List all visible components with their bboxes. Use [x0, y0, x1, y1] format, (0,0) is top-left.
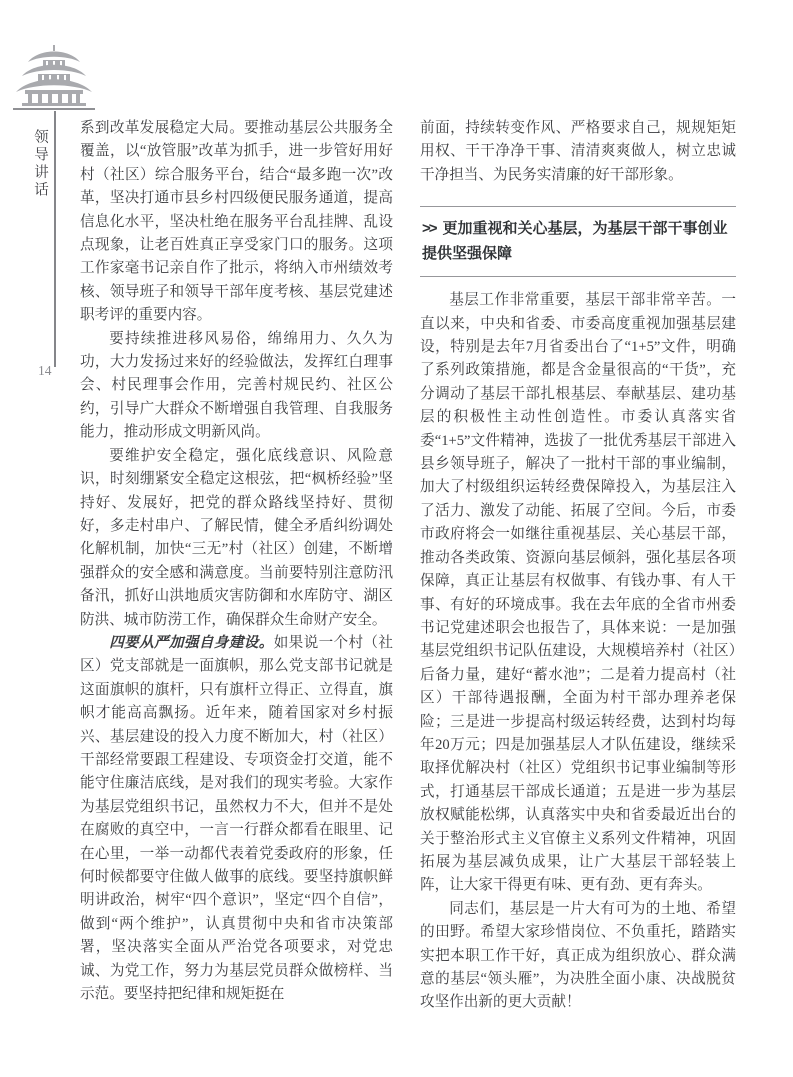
paragraph	[80, 632, 393, 1007]
paragraph-text: 前面，持续转变作风、严格要求自己，规规矩矩用权、干干净净干事、清清爽爽做人，树立忠诚干净担当、为民务实清廉的好干部形象。	[420, 120, 736, 183]
page-number: 14	[38, 363, 52, 378]
paragraph-text: 要持续推进移风易俗，绵绵用力、久久为功，大力发扬过来好的经验做法，发挥红白理事会、村民理事会作用，完善村规民约、社区公约，引导广大群众不断增强自我管理、自我服务能力，推动形成文明新风尚。	[80, 330, 393, 441]
text-column-right	[420, 117, 736, 1015]
section-label: 领导讲话	[32, 129, 48, 199]
paragraph-text: 如果说一个村（社区）党支部就是一面旗帜，那么党支部书记就是这面旗帜的旗杆，只有旗杆立得正、立得直，旗帜才能高高飘扬。近年来，随着国家对乡村振兴、基层建设的投入力度不断加大，村（社区）干部经常要跟工程建设、专项资金打交道，能不能守住廉洁底线，是对我们的现实考验。大家作为基层党组织书记，虽然权力不大，但并不是处在腐败的真空中，一言一行群众都看在眼里、记在心里，一举一动都代表着党委政府的形象，任何时候都要守住做人做事的底线。要坚持旗帜鲜明讲政治，树牢“四个意识”，坚定“四个自信”，做到“两个维护”，认真贯彻中央和省市决策部署，坚决落实全面从严治党各项要求，对党忠诚、为党工作，努力为基层党员群众做榜样、当示范。要坚持把纪律和规矩挺在	[80, 634, 393, 1003]
section-heading	[420, 206, 736, 277]
paragraph	[420, 289, 736, 898]
paragraph	[80, 328, 393, 445]
text-column-left	[80, 117, 393, 1006]
paragraph-lead: 四要从严加强自身建设。	[109, 634, 274, 651]
paragraph-text: 同志们，基层是一片大有可为的土地、希望的田野。希望大家珍惜岗位、不负重托，踏踏实实把本职工作干好，真正成为组织放心、群众满意的基层“领头雁”，为决胜全面小康、决战脱贫攻坚作出新的更大贡献！	[420, 900, 736, 1011]
paragraph	[420, 117, 736, 187]
paragraph	[80, 445, 393, 632]
paragraph-text: 基层工作非常重要，基层干部非常辛苦。一直以来，中央和省委、市委高度重视加强基层建设，特别是去年7月省委出台了“1+5”文件，明确了系列政策措施，都是含金量很高的“干货”，充分调动了基层干部扎根基层、奉献基层、建功基层的积极性主动性创造性。市委认真落实省委“1+5”文件精神，选拔了一批优秀基层干部进入县乡领导班子，解决了一批村干部的事业编制，加大了村级组织运转经费保障投入，为基层注入了活力、激发了动能、拓展了空间。今后，市委市政府将会一如继往重视基层、关心基层干部，推动各类政策、资源向基层倾斜，强化基层各项保障，真正让基层有权做事、有钱办事、有人干事、有好的环境成事。我在去年底的全省市州委书记党建述职会也报告了，具体来说：一是加强基层党组织书记队伍建设，大规模培养村（社区）后备力量，建好“蓄水池”；二是着力提高村（社区）干部待遇报酬，全面为村干部办理养老保险；三是进一步提高村级运转经费，达到村均每年20万元；四是加强基层人才队伍建设，继续采取择优解决村（社区）党组织书记事业编制等形式，打通基层干部成长通道；五是进一步为基层放权赋能松绑，认真落实中央和省委最近出台的关于整治形式主义官僚主义系列文件精神，巩固拓展为基层减负成果，让广大基层干部轻装上阵，让大家干得更有味、更有劲、更有奔头。	[420, 292, 736, 894]
paragraph-text: 要维护安全稳定，强化底线意识、风险意识，时刻绷紧安全稳定这根弦，把“枫桥经验”坚持好、发展好，把党的群众路线坚持好、贯彻好，多走村串户、了解民情，健全矛盾纠纷调处化解机制，加快“三无”村（社区）创建，不断增强群众的安全感和满意度。当前要特别注意防汛备汛，抓好山洪地质灾害防御和水库防守、湖区防洪、城市防涝工作，确保群众生命财产安全。	[80, 447, 393, 628]
sidebar-divider-line	[54, 111, 56, 367]
heading-text: 更加重视和关心基层，为基层干部干事创业提供坚强保障	[422, 220, 728, 263]
pagoda-icon	[13, 45, 95, 111]
paragraph	[80, 117, 393, 328]
paragraph	[420, 898, 736, 1015]
heading-marker-icon: >>	[422, 220, 436, 238]
paragraph-text: 系到改革发展稳定大局。要推动基层公共服务全覆盖，以“放管服”改革为抓手，进一步管好用好村（社区）综合服务平台，结合“最多跑一次”改革，坚决打通市县乡村四级便民服务通道，提高信息化水平，坚决杜绝在服务平台乱挂牌、乱设点现象，让老百姓真正享受家门口的服务。这项工作家毫书记亲自作了批示，将纳入市州绩效考核、领导班子和领导干部年度考核、基层党建述职考评的重要内容。	[80, 120, 393, 324]
